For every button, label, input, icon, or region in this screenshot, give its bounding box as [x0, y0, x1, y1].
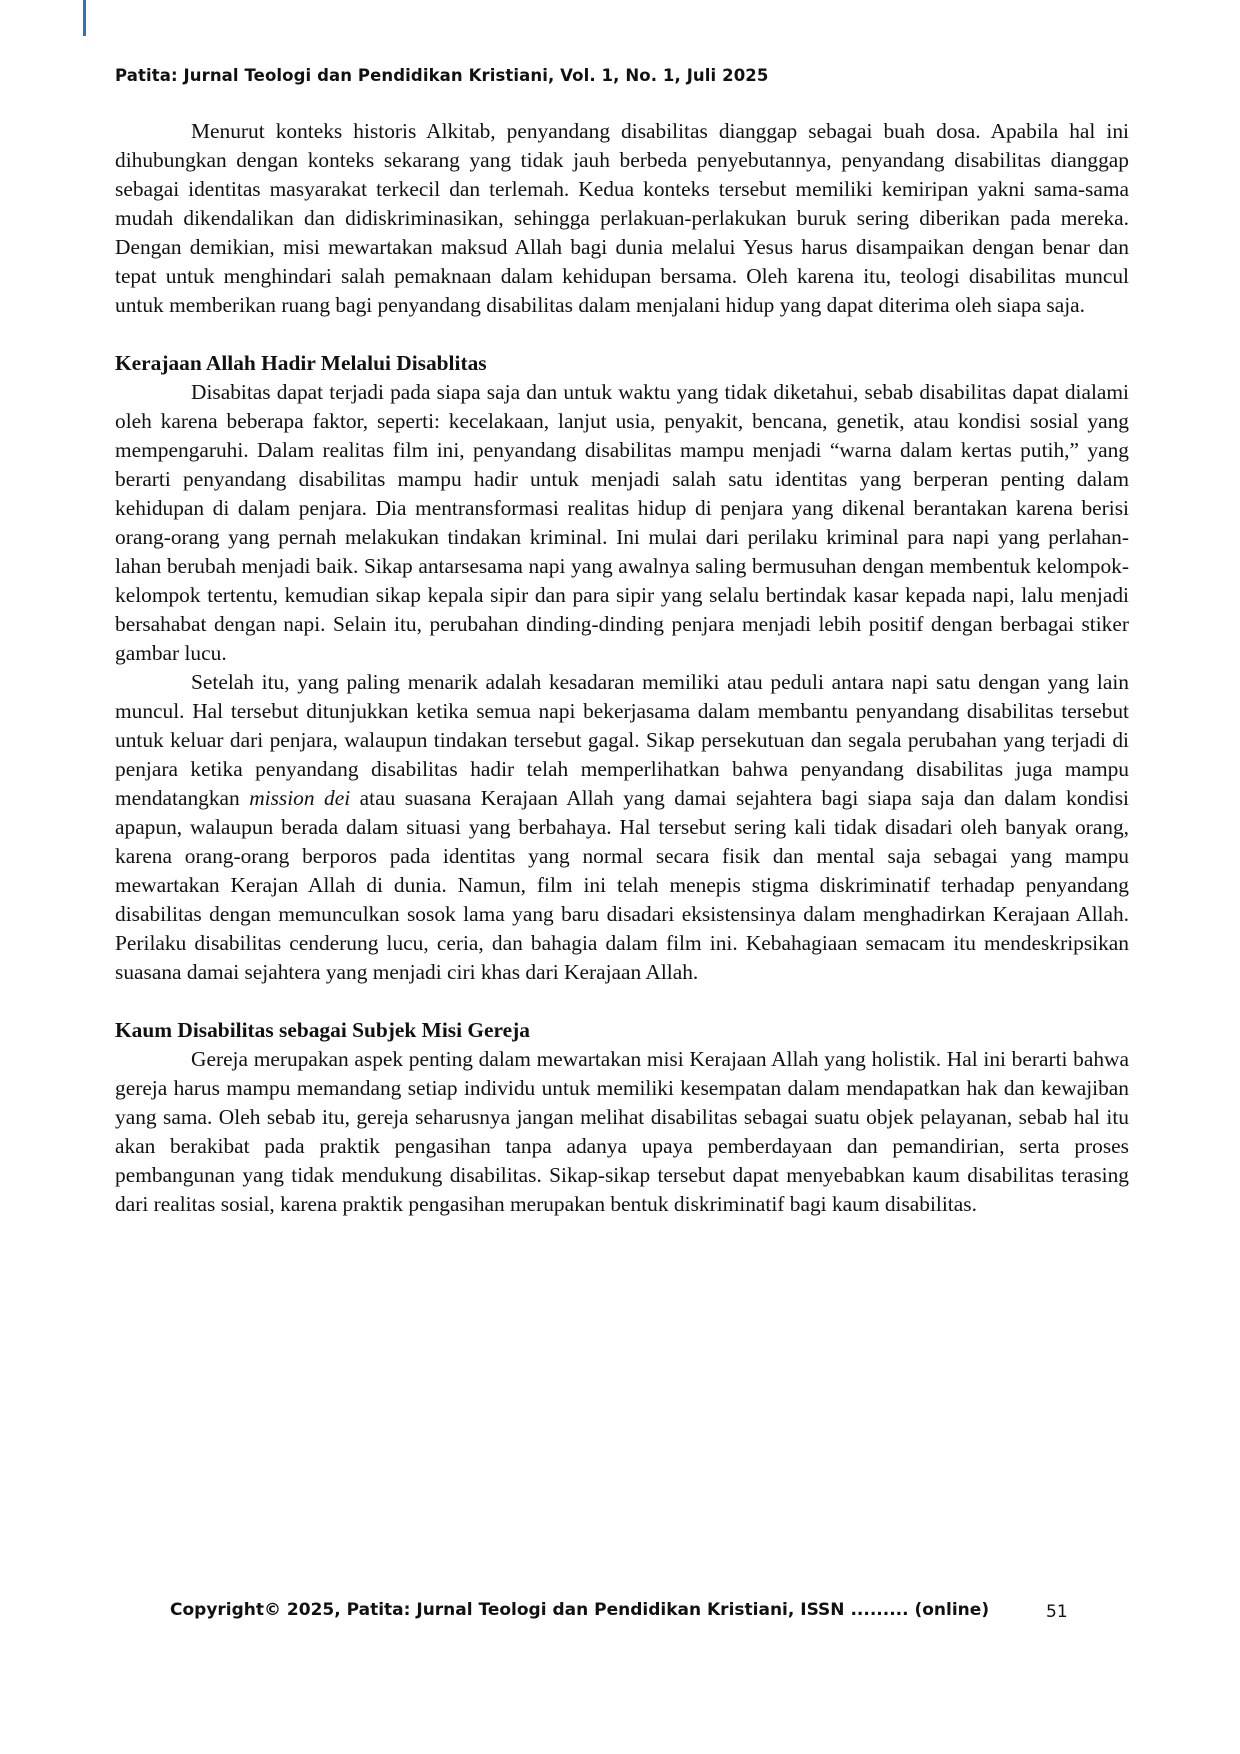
paragraph-mission-dei-lead: Setelah itu, yang paling menarik adalah kesadaran memiliki atau peduli antara napi satu dengan yang lain muncul. Hal tersebut ditunjukkan ketika semua napi bekerjasama dalam membantu penyandang disabilitas tersebut untuk keluar dari penjara, walaupun tindakan tersebut gagal. Sikap persekutuan dan segala perubahan yang terjadi di penjara ketika penyandang disabilitas hadir telah memperlihatkan bahwa penyandang disabilitas juga mampu mendatangkan	[115, 670, 1129, 810]
paragraph-historical-context: Menurut konteks historis Alkitab, penyandang disabilitas dianggap sebagai buah dosa. Apabila hal ini dihubungkan dengan konteks sekarang yang tidak jauh berbeda penyebutannya, penyandang disabilitas dianggap sebagai identitas masyarakat terkecil dan terlemah. Kedua konteks tersebut memiliki kemiripan yakni sama-sama mudah dikendalikan dan didiskriminasikan, sehingga perlakuan-perlakukan buruk sering diberikan pada mereka. Dengan demikian, misi mewartakan maksud Allah bagi dunia melalui Yesus harus disampaikan dengan benar dan tepat untuk menghindari salah pemaknaan dalam kehidupan bersama. Oleh karena itu, teologi disabilitas muncul untuk memberikan ruang bagi penyandang disabilitas dalam menjalani hidup yang dapat diterima oleh siapa saja.	[115, 119, 1129, 317]
paragraph-mission-dei	[115, 668, 1129, 987]
section-heading-kerajaan-allah: Kerajaan Allah Hadir Melalui Disablitas	[115, 351, 487, 375]
paragraph-mission-dei-rest: atau suasana Kerajaan Allah yang damai sejahtera bagi siapa saja dan dalam kondisi apapun, walaupun berada dalam situasi yang berbahaya. Hal tersebut sering kali tidak disadari oleh banyak orang, karena orang-orang berporos pada identitas yang normal secara fisik dan mental saja sebagai yang mampu mewartakan Kerajan Allah di dunia. Namun, film ini telah menepis stigma diskriminatif terhadap penyandang disabilitas dengan memunculkan sosok lama yang baru disadari eksistensinya dalam menghadirkan Kerajaan Allah. Perilaku disabilitas cenderung lucu, ceria, dan bahagia dalam film ini. Kebahagiaan semacam itu mendeskripsikan suasana damai sejahtera yang menjadi ciri khas dari Kerajaan Allah.	[115, 786, 1129, 984]
footer-copyright: Copyright© 2025, Patita: Jurnal Teologi dan Pendidikan Kristiani, ISSN ......... (online)	[170, 1600, 990, 1620]
paragraph-church-mission: Gereja merupakan aspek penting dalam mewartakan misi Kerajaan Allah yang holistik. Hal ini berarti bahwa gereja harus mampu memandang setiap individu untuk memiliki kesempatan dalam mendapatkan hak dan kewajiban yang sama. Oleh sebab itu, gereja seharusnya jangan melihat disabilitas sebagai suatu objek pelayanan, sebab hal itu akan berakibat pada praktik pengasihan tanpa adanya upaya pemberdayaan dan pemandirian, serta proses pembangunan yang tidak mendukung disabilitas. Sikap-sikap tersebut dapat menyebabkan kaum disabilitas terasing dari realitas sosial, karena praktik pengasihan merupakan bentuk diskriminatif bagi kaum disabilitas.	[115, 1047, 1129, 1216]
section-spacer	[115, 987, 1129, 1016]
section-spacer	[115, 320, 1129, 349]
section-heading-kaum-disabilitas: Kaum Disabilitas sebagai Subjek Misi Gereja	[115, 1018, 530, 1042]
running-header: Patita: Jurnal Teologi dan Pendidikan Kristiani, Vol. 1, No. 1, Juli 2025	[115, 66, 769, 85]
mission-dei-term: mission dei	[249, 786, 351, 810]
article-body	[115, 117, 1129, 1219]
paragraph-disability-in-prison: Disabitas dapat terjadi pada siapa saja dan untuk waktu yang tidak diketahui, sebab disabilitas dapat dialami oleh karena beberapa faktor, seperti: kecelakaan, lanjut usia, penyakit, bencana, genetik, atau kondisi sosial yang mempengaruhi. Dalam realitas film ini, penyandang disabilitas mampu menjadi “warna dalam kertas putih,” yang berarti penyandang disabilitas mampu hadir untuk menjadi salah satu identitas yang berperan penting dalam kehidupan di dalam penjara. Dia mentransformasi realitas hidup di penjara yang dikenal berantakan karena berisi orang-orang yang pernah melakukan tindakan kriminal. Ini mulai dari perilaku kriminal para napi yang perlahan-lahan berubah menjadi baik. Sikap antarsesama napi yang awalnya saling bermusuhan dengan membentuk kelompok-kelompok tertentu, kemudian sikap kepala sipir dan para sipir yang selalu bertindak kasar kepada napi, lalu menjadi bersahabat dengan napi. Selain itu, perubahan dinding-dinding penjara menjadi lebih positif dengan berbagai stiker gambar lucu.	[115, 380, 1129, 665]
page-number: 51	[1046, 1602, 1068, 1622]
header-accent-bar	[83, 0, 86, 36]
